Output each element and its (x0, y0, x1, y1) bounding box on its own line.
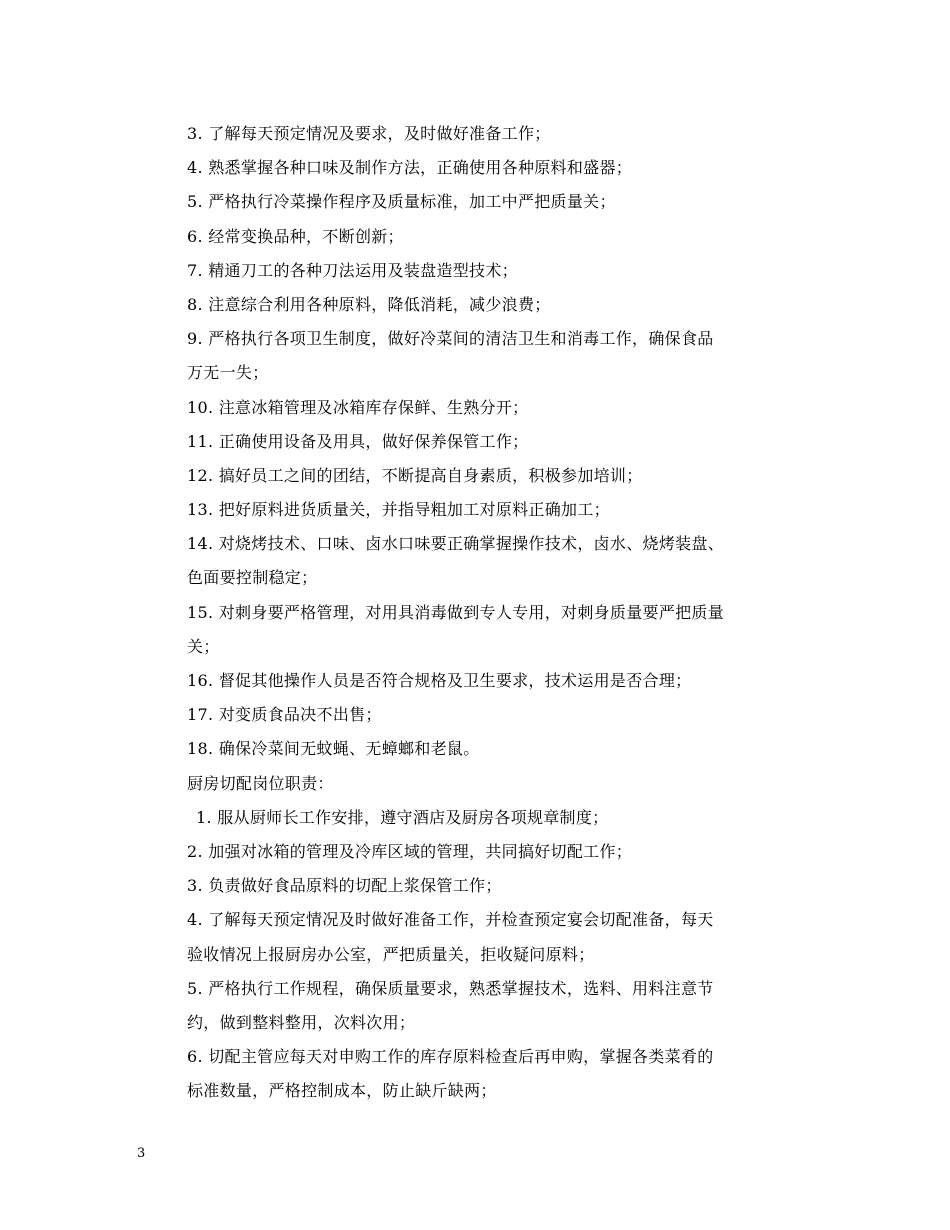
list-item: 10. 注意冰箱管理及冰箱库存保鲜、生熟分开； (187, 397, 529, 417)
list-item: 18. 确保冷菜间无蚊蝇、无蟑螂和老鼠。 (187, 739, 480, 759)
list-item-continuation: 万无一失； (187, 363, 269, 383)
list-item: 12. 搞好员工之间的团结，不断提高自身素质，积极参加培训； (187, 465, 643, 485)
list-item: 14. 对烧烤技术、口味、卤水口味要正确掌握操作技术，卤水、烧烤装盘、 (187, 534, 725, 554)
list-item: 13. 把好原料进货质量关，并指导粗加工对原料正确加工； (187, 500, 610, 520)
list-item: 4. 熟悉掌握各种口味及制作方法，正确使用各种原料和盛器； (187, 158, 633, 178)
list-item: 17. 对变质食品决不出售； (187, 705, 382, 725)
list-item: 9. 严格执行各项卫生制度，做好冷菜间的清洁卫生和消毒工作，确保食品 (187, 329, 714, 349)
list-item-continuation: 验收情况上报厨房办公室，严把质量关，拒收疑问原料； (187, 944, 595, 964)
list-item: 16. 督促其他操作人员是否符合规格及卫生要求，技术运用是否合理； (187, 671, 692, 690)
list-item: 6. 切配主管应每天对申购工作的库存原料检查后再申购，掌握各类菜肴的 (187, 1047, 714, 1067)
list-item: 1. 服从厨师长工作安排，遵守酒店及厨房各项规章制度； (196, 807, 609, 827)
list-item: 3. 了解每天预定情况及要求，及时做好准备工作； (187, 124, 551, 143)
list-item: 3. 负责做好食品原料的切配上浆保管工作； (187, 876, 502, 896)
list-item: 5. 严格执行工作规程，确保质量要求，熟悉掌握技术，选料、用料注意节 (187, 978, 714, 998)
list-item: 8. 注意综合利用各种原料，降低消耗，减少浪费； (187, 294, 551, 314)
document-body (187, 117, 807, 1108)
section-heading: 厨房切配岗位职责： (187, 773, 334, 793)
list-item-continuation: 约，做到整料整用，次料次用； (187, 1012, 416, 1032)
list-item-continuation: 关； (187, 636, 220, 656)
list-item-continuation: 标准数量，严格控制成本，防止缺斤缺两； (187, 1081, 497, 1101)
list-item-continuation: 色面要控制稳定； (187, 568, 318, 588)
page-number: 3 (137, 1146, 146, 1161)
list-item: 6. 经常变换品种，不断创新； (187, 226, 404, 246)
list-item: 2. 加强对冰箱的管理及冷库区域的管理，共同搞好切配工作； (187, 841, 633, 861)
list-item: 11. 正确使用设备及用具，做好保养保管工作； (187, 431, 529, 451)
list-item: 5. 严格执行冷菜操作程序及质量标准，加工中严把质量关； (187, 192, 616, 212)
list-item: 15. 对刺身要严格管理，对用具消毒做到专人专用，对刺身质量要严把质量 (187, 602, 725, 622)
list-item: 4. 了解每天预定情况及时做好准备工作，并检查预定宴会切配准备，每天 (187, 910, 714, 930)
list-item: 7. 精通刀工的各种刀法运用及装盘造型技术； (187, 260, 518, 280)
